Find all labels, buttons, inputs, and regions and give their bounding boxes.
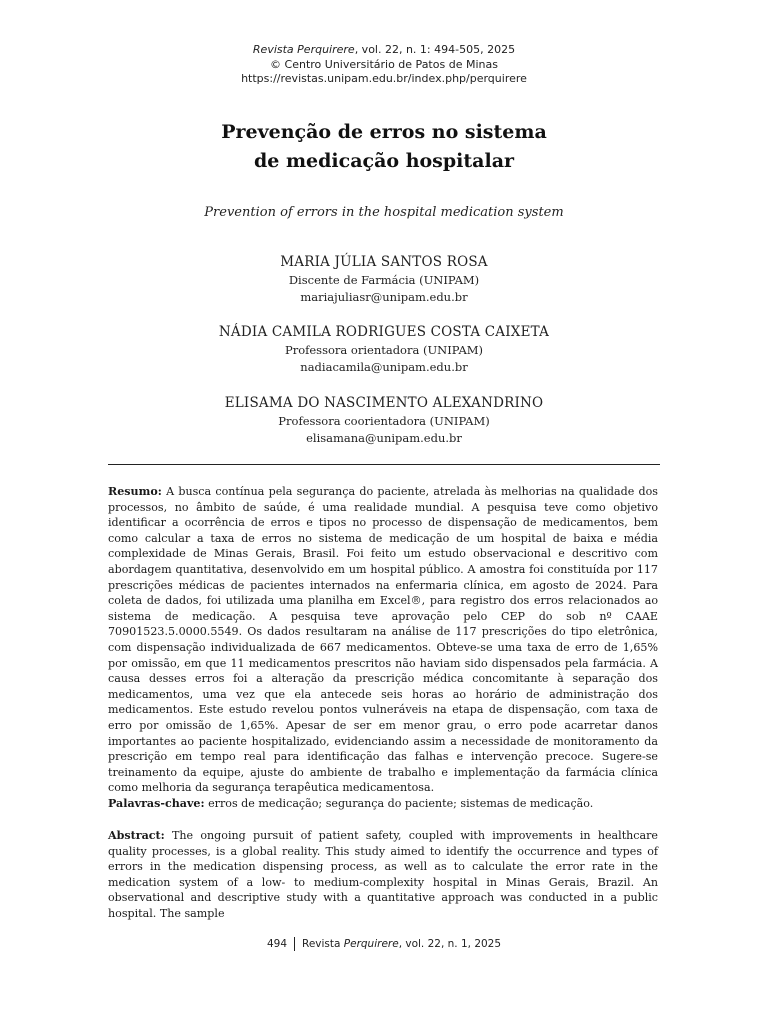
keywords-paragraph: [108, 796, 658, 812]
author-name: ELISAMA DO NASCIMENTO ALEXANDRINO: [224, 395, 544, 411]
keywords-text: erros de medicação; segurança do paciente; sistemas de medicação.: [204, 797, 594, 810]
page-number: 494: [266, 938, 287, 950]
journal-url[interactable]: https://revistas.unipam.edu.br/index.php/perquirere: [241, 72, 527, 85]
footer-journal-name: Perquirere: [343, 938, 399, 950]
footer-separator: [294, 937, 295, 951]
author-role: Discente de Farmácia (UNIPAM): [288, 273, 480, 287]
author-email[interactable]: nadiacamila@unipam.edu.br: [300, 360, 468, 374]
journal-name: Revista Perquirere: [252, 43, 355, 56]
article-title: [0, 118, 768, 176]
abstract-paragraph: [108, 828, 658, 922]
author-block: [0, 322, 768, 376]
author-email[interactable]: elisamana@unipam.edu.br: [306, 431, 462, 445]
abstract-text: The ongoing pursuit of patient safety, coupled with improvements in healthcare quality processes, is a global reality. This study aimed to identify the occurrence and types of errors in the medication dispensing process, as well as to calculate the error rate in the medication system of a low- to medium-complexity hospital in Minas Gerais, Brazil. An observational and descriptive study with a quantitative approach was conducted in a public hospital. The sample: [108, 829, 658, 920]
author-role: Professora orientadora (UNIPAM): [284, 343, 484, 357]
footer-journal-prefix: Revista: [302, 938, 344, 950]
author-block: [0, 252, 768, 306]
author-name: MARIA JÚLIA SANTOS ROSA: [280, 254, 488, 270]
journal-header: [0, 43, 768, 87]
keywords-label: Palavras-chave:: [108, 797, 205, 810]
english-title: Prevention of errors in the hospital medication system: [204, 205, 564, 220]
resumo-text: A busca contínua pela segurança do paciente, atrelada às melhorias na qualidade dos processos, no âmbito de saúde, é uma realidade mundial. A pesquisa teve como objetivo identificar a ocorrência de erros e tipos no processo de dispensação de medicamentos, bem como calcular a taxa de erros no sistema de medicação de um hospital de baixa e média complexidade de Minas Gerais, Brasil. Foi feito um estudo observacional e descritivo com abordagem quantitativa, desenvolvido em um hospital público. A amostra foi constituída por 117 prescrições médicas de pacientes internados na enfermaria clínica, em agosto de 2024. Para coleta de dados, foi utilizada uma planilha em Excel®, para registro dos erros relacionados ao sistema de medicação. A pesquisa teve aprovação pelo CEP do sob nº CAAE 70901523.5.0000.5549. Os dados resultaram na análise de 117 prescrições do tipo eletrônica, com dispensação individualizada de 667 medicamentos. Obteve-se uma taxa de erro de 1,65% por omissão, em que 11 medicamentos prescritos não haviam sido dispensados pela farmácia. A causa desses erros foi a alteração da prescrição médica concomitante à separação dos medicamentos, uma vez que ela antecede seis horas ao horário de administração dos medicamentos. Este estudo revelou pontos vulneráveis na etapa de dispensação, com taxa de erro por omissão de 1,65%. Apesar de ser em menor grau, o erro pode acarretar danos importantes ao paciente hospitalizado, evidenciando assim a necessidade de monitoramento da prescrição em tempo real para identificação das falhas e intervenção precoce. Sugere-se treinamento da equipe, ajuste do ambiente de trabalho e implementação da farmácia clínica como melhoria da segurança terapêutica medicamentosa.: [108, 485, 658, 795]
abstract-label: Abstract:: [108, 829, 165, 842]
title-line-2: de medicação hospitalar: [253, 150, 515, 172]
journal-citation: , vol. 22, n. 1: 494-505, 2025: [354, 43, 516, 56]
page-footer: [0, 937, 768, 951]
copyright-line: © Centro Universitário de Patos de Minas: [270, 57, 498, 71]
author-block: [0, 393, 768, 447]
section-divider: [108, 464, 660, 465]
resumo-paragraph: [108, 484, 658, 796]
author-email[interactable]: mariajuliasr@unipam.edu.br: [300, 290, 468, 304]
footer-citation: , vol. 22, n. 1, 2025: [398, 938, 502, 950]
author-role: Professora coorientadora (UNIPAM): [278, 414, 490, 428]
title-line-1: Prevenção de erros no sistema: [221, 121, 547, 143]
journal-citation-line: [0, 43, 768, 58]
author-name: NÁDIA CAMILA RODRIGUES COSTA CAIXETA: [218, 324, 550, 340]
resumo-label: Resumo:: [108, 485, 162, 498]
